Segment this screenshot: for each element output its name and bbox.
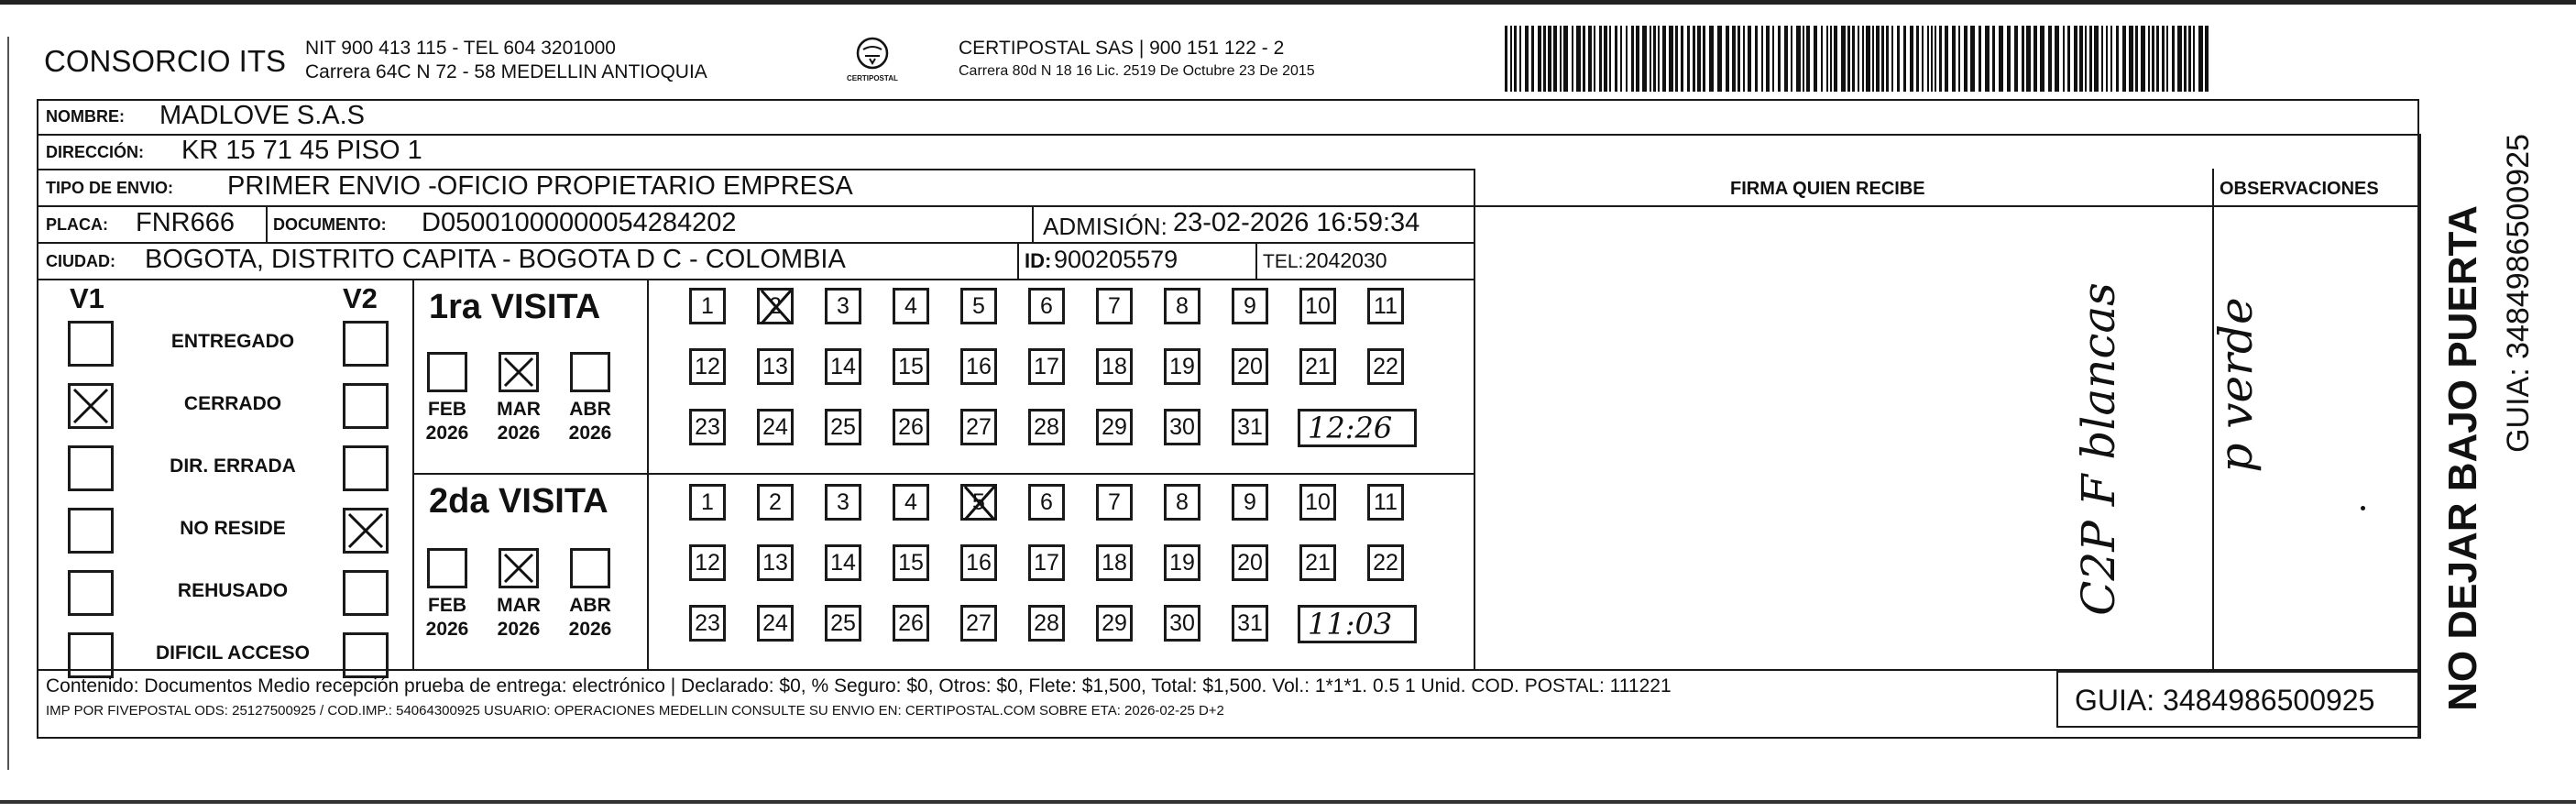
visit-1-month-year: 2026 — [425, 422, 469, 444]
visit-2-day-13[interactable]: 13 — [757, 544, 794, 581]
barcode-bar — [1620, 26, 1622, 92]
barcode-bar — [2166, 26, 2168, 92]
visit-2-month-year: 2026 — [425, 619, 469, 640]
barcode-bar — [1693, 26, 1695, 92]
barcode-bar — [1886, 26, 1889, 92]
v2-checkbox-entregado[interactable] — [343, 321, 389, 367]
barcode-bar — [2026, 26, 2031, 92]
visit-2-day-15[interactable]: 15 — [893, 544, 929, 581]
visit-1-day-9[interactable]: 9 — [1232, 288, 1268, 324]
visit-1-day-12[interactable]: 12 — [689, 348, 726, 385]
barcode-bar — [1881, 26, 1884, 92]
visit-1-day-14[interactable]: 14 — [825, 348, 861, 385]
visit-2-day-18[interactable]: 18 — [1096, 544, 1133, 581]
barcode-bar — [1743, 26, 1745, 92]
visit-2-day-27[interactable]: 27 — [960, 605, 997, 642]
barcode-bar — [1826, 26, 1828, 92]
visit-1-day-7[interactable]: 7 — [1096, 288, 1133, 324]
barcode-bar — [1970, 26, 1975, 92]
visit-1-day-16[interactable]: 16 — [960, 348, 997, 385]
firma-header: FIRMA QUIEN RECIBE — [1730, 179, 1925, 199]
visit-2-day-1[interactable]: 1 — [689, 484, 726, 521]
months-days-divider — [647, 279, 649, 669]
barcode-bar — [1945, 26, 1948, 92]
barcode-bar — [2101, 26, 2103, 92]
visit-2-day-31[interactable]: 31 — [1232, 605, 1268, 642]
visit-2-day-11[interactable]: 11 — [1367, 484, 1404, 521]
visit-2-title: 2da VISITA — [429, 482, 608, 521]
barcode-bar — [1642, 26, 1647, 92]
signature-handwriting: C2P F blancas — [2072, 282, 2125, 616]
tel-divider — [1255, 242, 1257, 279]
visit-2-day-21[interactable]: 21 — [1299, 544, 1336, 581]
certipostal-logo — [845, 35, 900, 92]
barcode-bar — [1916, 26, 1919, 92]
barcode-bar — [2148, 26, 2150, 92]
barcode-bar — [1866, 26, 1870, 92]
placa-label: PLACA: — [46, 215, 108, 234]
company-name: CONSORCIO ITS — [44, 44, 287, 78]
nombre-label: NOMBRE: — [46, 107, 125, 126]
barcode-bar — [2172, 26, 2175, 92]
placa-value: FNR666 — [136, 208, 235, 237]
v1-checkbox-cerrado[interactable] — [68, 383, 114, 429]
visit-1-month-box-mar[interactable] — [499, 352, 539, 392]
ciudad-label: CIUDAD: — [46, 252, 115, 270]
barcode-bar — [1588, 26, 1592, 92]
visit-2-day-29[interactable]: 29 — [1096, 605, 1133, 642]
visit-2-day-23[interactable]: 23 — [689, 605, 726, 642]
visit-1-title: 1ra VISITA — [429, 288, 601, 326]
top-scan-edge — [0, 0, 2576, 5]
barcode-bar — [2033, 26, 2037, 92]
barcode-bar — [1803, 26, 1804, 92]
status-label-cerrado: CERRADO — [183, 393, 282, 414]
barcode-bar — [1510, 26, 1512, 92]
barcode-bar — [2205, 26, 2209, 92]
visit-2-day-26[interactable]: 26 — [893, 605, 929, 642]
barcode-bar — [2198, 26, 2203, 92]
barcode-bar — [1675, 26, 1678, 92]
barcode-bar — [2135, 26, 2138, 92]
barcode-bar — [1687, 26, 1690, 92]
barcode-bar — [2122, 26, 2126, 92]
barcode-bar — [1563, 26, 1568, 92]
row-divider — [37, 279, 1475, 280]
v2-checkbox-dir-errada[interactable] — [343, 445, 389, 491]
barcode — [1505, 26, 2210, 92]
visit-2-day-14[interactable]: 14 — [825, 544, 861, 581]
visit-1-day-2[interactable]: 2 — [757, 288, 794, 324]
status-label-no-reside: NO RESIDE — [180, 518, 286, 539]
visit-1-day-3[interactable]: 3 — [825, 288, 861, 324]
visit-1-time: 12:26 — [1308, 411, 1393, 445]
visit-2-month-label: ABR — [569, 595, 611, 616]
visit-2-day-28[interactable]: 28 — [1028, 605, 1065, 642]
barcode-bar — [1519, 26, 1521, 92]
barcode-bar — [1830, 26, 1832, 92]
barcode-bar — [2022, 26, 2024, 92]
visit-1-month-year: 2026 — [568, 422, 612, 444]
ciudad-value: BOGOTA, DISTRITO CAPITA - BOGOTA D C - COLOMBIA — [145, 245, 846, 274]
visit-1-month-box-abr[interactable] — [570, 352, 610, 392]
barcode-bar — [1560, 26, 1562, 92]
v2-checkbox-rehusado[interactable] — [343, 570, 389, 616]
barcode-bar — [1814, 26, 1817, 92]
barcode-bar — [1927, 26, 1929, 92]
v1-checkbox-no-reside[interactable] — [68, 508, 114, 554]
visit-1-day-24[interactable]: 24 — [757, 409, 794, 445]
barcode-bar — [1862, 26, 1864, 92]
barcode-bar — [1999, 26, 2003, 92]
visit-1-day-27[interactable]: 27 — [960, 409, 997, 445]
barcode-bar — [1778, 26, 1781, 92]
v2-checkbox-dificil-acceso[interactable] — [343, 632, 389, 678]
barcode-bar — [2156, 26, 2159, 92]
barcode-bar — [1784, 26, 1788, 92]
visit-2-day-8[interactable]: 8 — [1164, 484, 1200, 521]
visit-2-day-5[interactable]: 5 — [960, 484, 997, 521]
visit-2-month-label: MAR — [497, 595, 541, 616]
id-value: 900205579 — [1054, 246, 1178, 273]
status-label-dificil-acceso: DIFICIL ACCESO — [155, 642, 311, 664]
barcode-bar — [1631, 26, 1634, 92]
guia-footer: GUIA: 3484986500925 — [2075, 684, 2375, 717]
barcode-bar — [1653, 26, 1656, 92]
barcode-bar — [2177, 26, 2182, 92]
barcode-bar — [1791, 26, 1792, 92]
barcode-bar — [1669, 26, 1673, 92]
v1-checkbox-entregado[interactable] — [68, 321, 114, 367]
certipostal-address: Carrera 80d N 18 16 Lic. 2519 De Octubre 23 De 2015 — [959, 63, 1315, 79]
visit-2-day-25[interactable]: 25 — [825, 605, 861, 642]
barcode-bar — [1979, 26, 1981, 92]
visit-2-day-20[interactable]: 20 — [1232, 544, 1268, 581]
visit-2-day-2[interactable]: 2 — [757, 484, 794, 521]
visit-2-month-box-feb[interactable] — [427, 548, 467, 588]
barcode-bar — [1538, 26, 1541, 92]
barcode-bar — [1599, 26, 1602, 92]
barcode-bar — [1806, 26, 1810, 92]
barcode-bar — [1931, 26, 1933, 92]
visit-2-day-9[interactable]: 9 — [1232, 484, 1268, 521]
barcode-bar — [2085, 26, 2087, 92]
v1-checkbox-rehusado[interactable] — [68, 570, 114, 616]
barcode-bar — [1858, 26, 1859, 92]
certipostal-info: CERTIPOSTAL SAS | 900 151 122 - 2 — [959, 38, 1285, 59]
visit-1-day-31[interactable]: 31 — [1232, 409, 1268, 445]
barcode-bar — [2089, 26, 2092, 92]
barcode-bar — [1609, 26, 1611, 92]
barcode-bar — [1717, 26, 1722, 92]
visit-2-time: 11:03 — [1308, 607, 1393, 642]
visit-1-day-18[interactable]: 18 — [1096, 348, 1133, 385]
barcode-bar — [1897, 26, 1900, 92]
barcode-bar — [2040, 26, 2044, 92]
visit-1-day-28[interactable]: 28 — [1028, 409, 1065, 445]
barcode-bar — [2188, 26, 2191, 92]
visit-1-day-13[interactable]: 13 — [757, 348, 794, 385]
barcode-bar — [1985, 26, 1990, 92]
barcode-bar — [1525, 26, 1529, 92]
visit-1-day-15[interactable]: 15 — [893, 348, 929, 385]
v1-checkbox-dir-errada[interactable] — [68, 445, 114, 491]
barcode-bar — [2055, 26, 2059, 92]
barcode-bar — [2007, 26, 2011, 92]
barcode-bar — [2074, 26, 2077, 92]
barcode-bar — [1594, 26, 1595, 92]
barcode-bar — [1852, 26, 1855, 92]
visit-2-day-16[interactable]: 16 — [960, 544, 997, 581]
visit-2-day-12[interactable]: 12 — [689, 544, 726, 581]
barcode-bar — [2116, 26, 2119, 92]
visit-1-day-30[interactable]: 30 — [1164, 409, 1200, 445]
company-address: Carrera 64C N 72 - 58 MEDELLIN ANTIOQUIA — [305, 61, 707, 82]
visit-1-day-17[interactable]: 17 — [1028, 348, 1065, 385]
barcode-bar — [1952, 26, 1956, 92]
barcode-bar — [1992, 26, 1995, 92]
visit-1-day-26[interactable]: 26 — [893, 409, 929, 445]
v1-header: V1 — [70, 282, 104, 314]
barcode-bar — [1766, 26, 1770, 92]
barcode-bar — [1505, 26, 1507, 92]
left-scan-edge — [7, 37, 9, 770]
guia-vertical: GUIA: 3484986500925 — [2501, 134, 2536, 453]
bottom-scan-edge — [0, 800, 2576, 804]
barcode-bar — [1572, 26, 1573, 92]
visit-1-day-5[interactable]: 5 — [960, 288, 997, 324]
x-mark-icon — [758, 287, 795, 327]
barcode-bar — [1650, 26, 1651, 92]
barcode-bar — [1553, 26, 1557, 92]
visit-2-day-6[interactable]: 6 — [1028, 484, 1065, 521]
barcode-bar — [1548, 26, 1551, 92]
visit-1-day-8[interactable]: 8 — [1164, 288, 1200, 324]
barcode-bar — [1964, 26, 1968, 92]
observation-handwriting: p verde — [2209, 297, 2263, 473]
barcode-bar — [1681, 26, 1683, 92]
visit-2-day-19[interactable]: 19 — [1164, 544, 1200, 581]
visit-2-day-22[interactable]: 22 — [1367, 544, 1404, 581]
visit-1-day-22[interactable]: 22 — [1367, 348, 1404, 385]
barcode-bar — [1576, 26, 1581, 92]
barcode-bar — [2067, 26, 2070, 92]
barcode-bar — [2152, 26, 2154, 92]
x-mark-icon — [345, 510, 386, 551]
visit-2-month-label: FEB — [428, 595, 466, 616]
visit-2-month-year: 2026 — [497, 619, 541, 640]
v2-checkbox-no-reside[interactable] — [343, 508, 389, 554]
barcode-bar — [1841, 26, 1846, 92]
barcode-bar — [2063, 26, 2065, 92]
visits-divider — [412, 473, 1475, 475]
barcode-bar — [1662, 26, 1666, 92]
visit-1-time-box[interactable] — [1298, 409, 1417, 447]
visit-1-day-21[interactable]: 21 — [1299, 348, 1336, 385]
barcode-bar — [1531, 26, 1534, 92]
barcode-bar — [1755, 26, 1758, 92]
admision-value: 23-02-2026 16:59:34 — [1173, 208, 1420, 237]
logo-wordmark: CERTIPOSTAL — [847, 74, 898, 82]
visit-2-day-10[interactable]: 10 — [1299, 484, 1336, 521]
visit-1-month-label: ABR — [569, 399, 611, 420]
tel-value: 2042030 — [1305, 248, 1387, 272]
v1-checkbox-dificil-acceso[interactable] — [68, 632, 114, 678]
visit-1-day-19[interactable]: 19 — [1164, 348, 1200, 385]
firma-divider — [1474, 169, 1475, 669]
barcode-bar — [1636, 26, 1639, 92]
barcode-bar — [2129, 26, 2133, 92]
visit-2-month-box-mar[interactable] — [499, 548, 539, 588]
barcode-bar — [1703, 26, 1705, 92]
x-mark-icon — [71, 386, 111, 426]
documento-value: D05001000000054284202 — [422, 208, 737, 237]
v2-header: V2 — [343, 282, 378, 314]
row-divider — [37, 205, 2419, 207]
direccion-label: DIRECCIÓN: — [46, 143, 144, 161]
x-mark-icon — [501, 355, 536, 390]
v2-checkbox-cerrado[interactable] — [343, 383, 389, 429]
visit-1-month-label: FEB — [428, 399, 466, 420]
barcode-bar — [1935, 26, 1936, 92]
row-divider — [37, 169, 1475, 170]
barcode-bar — [1748, 26, 1751, 92]
placa-divider — [266, 205, 268, 242]
barcode-bar — [1709, 26, 1714, 92]
barcode-bar — [1626, 26, 1628, 92]
barcode-bar — [2110, 26, 2112, 92]
status-label-rehusado: REHUSADO — [177, 580, 289, 601]
barcode-bar — [1697, 26, 1701, 92]
visit-1-day-10[interactable]: 10 — [1299, 288, 1336, 324]
barcode-bar — [1726, 26, 1729, 92]
visit-1-day-1[interactable]: 1 — [689, 288, 726, 324]
tipo-envio-label: TIPO DE ENVIO: — [46, 179, 174, 197]
barcode-bar — [1796, 26, 1801, 92]
tel-label: TEL: — [1263, 251, 1304, 272]
barcode-bar — [2106, 26, 2108, 92]
barcode-bar — [1872, 26, 1874, 92]
x-mark-icon — [501, 551, 536, 586]
barcode-bar — [2184, 26, 2187, 92]
barcode-bar — [1583, 26, 1585, 92]
barcode-bar — [1847, 26, 1850, 92]
footer-imp: IMP POR FIVEPOSTAL ODS: 25127500925 / COD.IMP.: 54064300925 USUARIO: OPERACIONES MEDELLIN CONSULTE SU ENVIO EN: CERTIPOSTAL.COM SOBRE ETA: 2026-02-25 D+2 — [46, 703, 1224, 719]
visit-2-day-4[interactable]: 4 — [893, 484, 929, 521]
admision-divider — [1032, 205, 1034, 242]
visit-2-month-year: 2026 — [568, 619, 612, 640]
id-label: ID: — [1025, 249, 1052, 272]
visit-1-day-4[interactable]: 4 — [893, 288, 929, 324]
tipo-envio-value: PRIMER ENVIO -OFICIO PROPIETARIO EMPRESA — [227, 171, 853, 201]
barcode-bar — [2014, 26, 2018, 92]
x-mark-icon — [961, 483, 998, 523]
barcode-bar — [1761, 26, 1763, 92]
footer-contenido: Contenido: Documentos Medio recepción prueba de entrega: electrónico | Declarado: $0, % Seguro: $0, Otros: $0, Flete: $1,500, Total: $1,500. Vol.: 1*1*1. 0.5 1 Unid. COD. POSTAL: 111221 — [46, 675, 1672, 697]
barcode-bar — [2141, 26, 2145, 92]
visit-2-day-30[interactable]: 30 — [1164, 605, 1200, 642]
visit-2-time-box[interactable] — [1298, 605, 1417, 643]
barcode-bar — [2162, 26, 2165, 92]
barcode-bar — [2079, 26, 2083, 92]
admision-label: ADMISIÓN: — [1043, 213, 1167, 240]
visit-2-month-box-abr[interactable] — [570, 548, 610, 588]
visit-1-month-label: MAR — [497, 399, 541, 420]
barcode-bar — [2193, 26, 2195, 92]
barcode-bar — [1732, 26, 1736, 92]
ink-dot — [2361, 506, 2365, 510]
visit-1-day-11[interactable]: 11 — [1367, 288, 1404, 324]
barcode-bar — [1834, 26, 1837, 92]
barcode-bar — [1939, 26, 1942, 92]
barcode-bar — [1891, 26, 1893, 92]
barcode-bar — [1821, 26, 1823, 92]
barcode-bar — [1658, 26, 1660, 92]
row-divider — [37, 242, 1475, 244]
barcode-bar — [1922, 26, 1924, 92]
visit-2-day-3[interactable]: 3 — [825, 484, 861, 521]
visit-1-month-box-feb[interactable] — [427, 352, 467, 392]
barcode-bar — [1910, 26, 1913, 92]
barcode-bar — [1772, 26, 1774, 92]
documento-label: DOCUMENTO: — [273, 215, 387, 234]
side-panel-divider — [2419, 134, 2421, 739]
certipostal-logo-icon — [845, 35, 900, 92]
barcode-bar — [1737, 26, 1740, 92]
no-dejar-bajo-puerta: NO DEJAR BAJO PUERTA — [2440, 205, 2485, 711]
visit-1-day-23[interactable]: 23 — [689, 409, 726, 445]
observaciones-header: OBSERVACIONES — [2220, 179, 2379, 199]
barcode-bar — [1876, 26, 1880, 92]
visit-2-day-24[interactable]: 24 — [757, 605, 794, 642]
visit-1-month-year: 2026 — [497, 422, 541, 444]
visit-1-day-6[interactable]: 6 — [1028, 288, 1065, 324]
barcode-bar — [2048, 26, 2052, 92]
company-nit: NIT 900 413 115 - TEL 604 3201000 — [305, 38, 616, 59]
barcode-bar — [1615, 26, 1617, 92]
barcode-bar — [1514, 26, 1517, 92]
barcode-bar — [1958, 26, 1960, 92]
barcode-bar — [2094, 26, 2099, 92]
id-divider — [1017, 242, 1019, 279]
nombre-value: MADLOVE S.A.S — [159, 101, 366, 130]
status-label-entregado: ENTREGADO — [170, 331, 295, 352]
visit-1-day-29[interactable]: 29 — [1096, 409, 1133, 445]
direccion-value: KR 15 71 45 PISO 1 — [181, 136, 422, 165]
visit-2-day-17[interactable]: 17 — [1028, 544, 1065, 581]
barcode-bar — [1604, 26, 1607, 92]
barcode-bar — [1903, 26, 1906, 92]
status-label-dir-errada: DIR. ERRADA — [170, 455, 296, 477]
barcode-bar — [1543, 26, 1546, 92]
visit-1-day-20[interactable]: 20 — [1232, 348, 1268, 385]
visit-2-day-7[interactable]: 7 — [1096, 484, 1133, 521]
visit-1-day-25[interactable]: 25 — [825, 409, 861, 445]
